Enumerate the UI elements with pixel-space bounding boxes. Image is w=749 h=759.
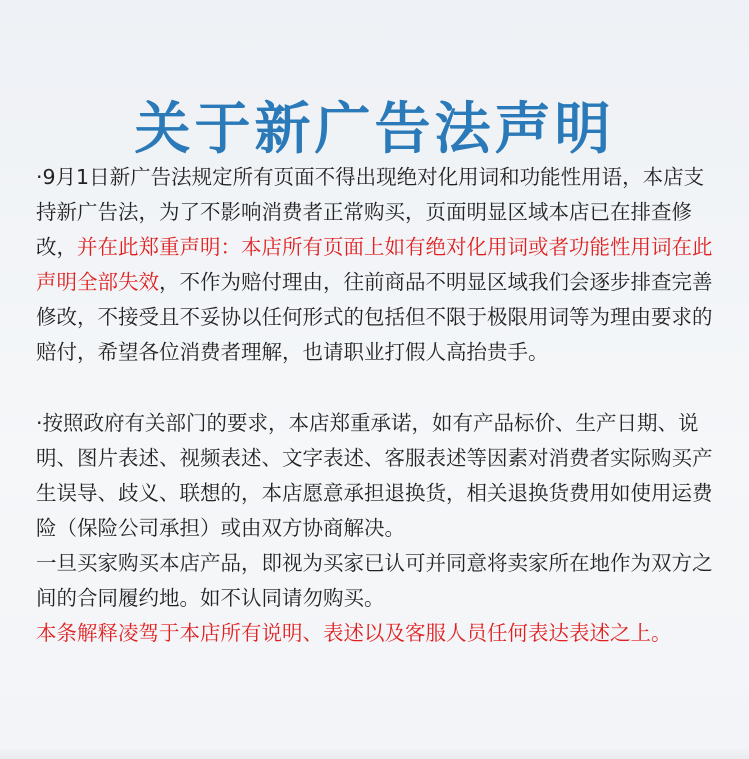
bottom-edge-shade <box>0 747 749 759</box>
paragraph-1-highlight: 并在此郑重声明：本店所有页面上如有绝对化用词或者功能性用词在此声明全部失效 <box>36 235 713 294</box>
statement-body <box>36 160 722 651</box>
paragraph-1-intro: ·9月1日新广告法规定所有页面不得出现绝对化用词和功能性用语，本店支持新广告法，为了不影响消费者正常购买，页面明显区域本店已在排查修改， <box>36 165 705 259</box>
statement-paragraph-2: ·按照政府有关部门的要求，本店郑重承诺，如有产品标价、生产日期、说明、图片表述、视频表述、文字表述、客服表述等因素对消费者实际购买产生误导、歧义、联想的，本店愿意承担退换货，相关退换货费用如使用运费险（保险公司承担）或由双方协商解决。 <box>36 411 713 540</box>
paragraph-spacer <box>36 370 722 406</box>
page-title: 关于新广告法声明 <box>134 96 615 162</box>
statement-paragraph-3: 一旦买家购买本店产品，即视为买家已认可并同意将卖家所在地作为双方之间的合同履约地。如不认同请勿购买。 <box>36 551 713 610</box>
paragraph-1-outro: ，不作为赔付理由，往前商品不明显区域我们会逐步排查完善修改，不接受且不妥协以任何形式的包括但不限于极限用词等为理由要求的赔付，希望各位消费者理解，也请职业打假人高抬贵手。 <box>36 270 713 364</box>
statement-paragraph-1 <box>36 160 722 370</box>
statement-paragraph-4-highlight: 本条解释凌驾于本店所有说明、表述以及客服人员任何表达表述之上。 <box>36 621 672 645</box>
